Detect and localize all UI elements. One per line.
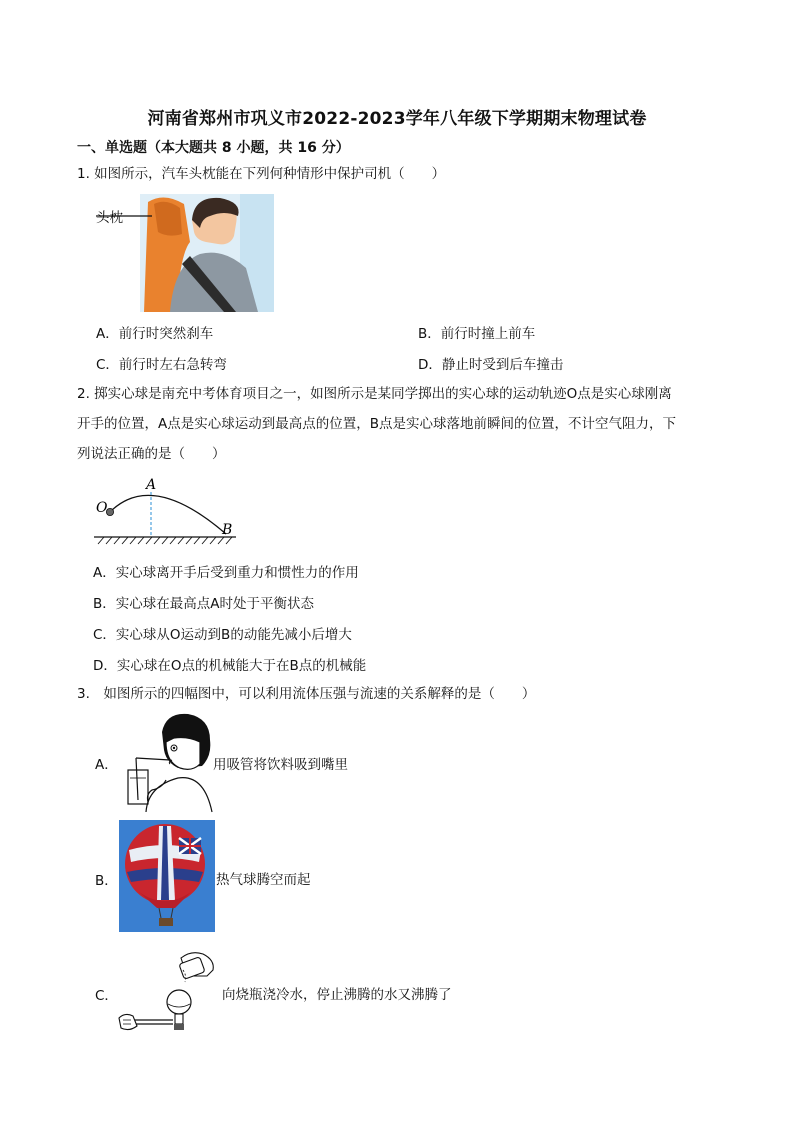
driver-headrest-image [140, 194, 274, 312]
section-heading: 一、单选题（本大题共 8 小题，共 16 分） [77, 140, 350, 156]
q1-option-c: C．前行时左右急转弯 [96, 357, 227, 373]
label-o: O [96, 500, 108, 516]
q3-option-c-text: 向烧瓶浇冷水，停止沸腾的水又沸腾了 [222, 987, 452, 1003]
q3-option-c-letter: C． [95, 988, 118, 1004]
q2-option-c: C．实心球从O运动到B的动能先减小后增大 [93, 627, 352, 643]
q1-option-a: A．前行时突然刹车 [96, 326, 214, 342]
q1-option-d: D．静止时受到后车撞击 [418, 357, 564, 373]
boiling-flask-image [117, 946, 221, 1036]
q3-option-b-text: 热气球腾空而起 [216, 872, 311, 888]
question-2-line-2: 开手的位置，A点是实心球运动到最高点的位置，B点是实心球落地前瞬间的位置，不计空气阻力，下 [77, 416, 676, 432]
q2-option-a: A．实心球离开手后受到重力和惯性力的作用 [93, 565, 359, 581]
question-1-stem: 1. 如图所示，汽车头枕能在下列何种情形中保护司机（ ） [77, 166, 446, 182]
label-b: B [222, 522, 233, 538]
q2-option-d: D．实心球在O点的机械能大于在B点的机械能 [93, 658, 367, 674]
q2-option-b: B．实心球在最高点A时处于平衡状态 [93, 596, 314, 612]
q1-option-b: B．前行时撞上前车 [418, 326, 536, 342]
page-title: 河南省郑州市巩义市2022-2023学年八年级下学期期末物理试卷 [147, 109, 647, 129]
q3-option-b-letter: B． [95, 873, 118, 889]
label-a: A [146, 477, 157, 493]
question-2-line-1: 2. 掷实心球是南充中考体育项目之一，如图所示是某同学掷出的实心球的运动轨迹O点是实心球刚离 [77, 386, 672, 402]
question-3-stem: 3. 如图所示的四幅图中，可以利用流体压强与流速的关系解释的是（ ） [77, 686, 536, 702]
q3-option-a-letter: A． [95, 757, 118, 773]
headrest-label: 头枕 [96, 210, 123, 226]
ball-trajectory-diagram [94, 478, 244, 548]
drinking-straw-image [122, 712, 214, 812]
question-2-line-3: 列说法正确的是（ ） [77, 446, 226, 462]
hot-air-balloon-image [119, 820, 215, 932]
q3-option-a-text: 用吸管将饮料吸到嘴里 [213, 757, 348, 773]
